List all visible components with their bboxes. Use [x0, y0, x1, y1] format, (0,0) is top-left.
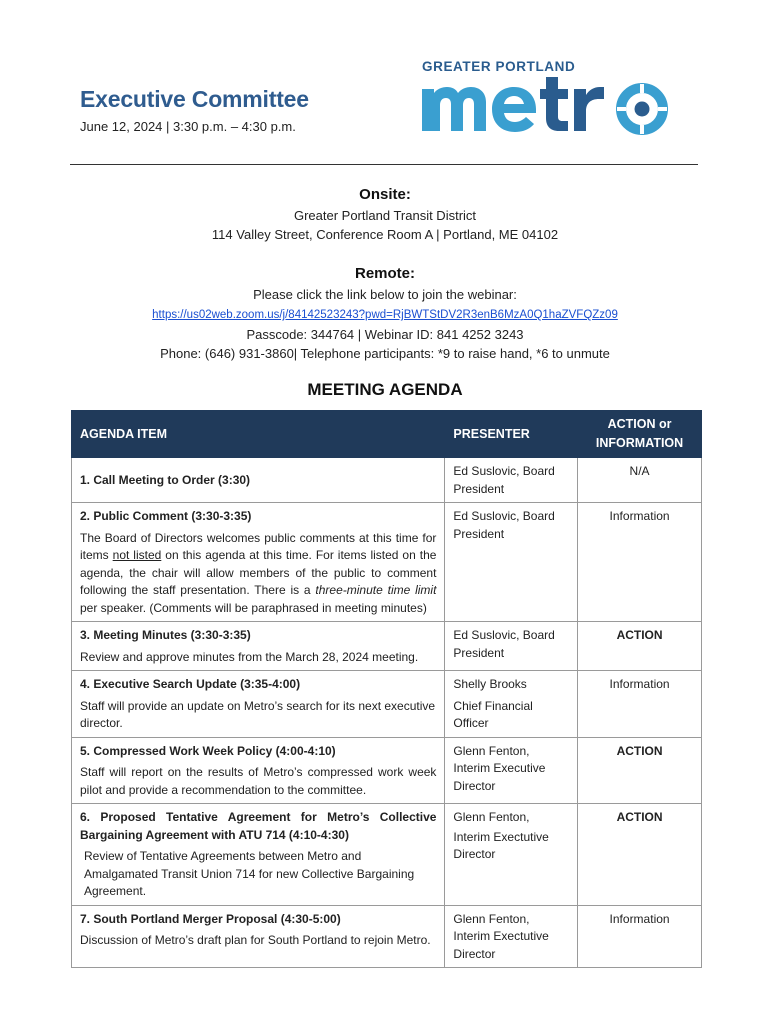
remote-heading: Remote:	[354, 265, 415, 282]
agenda-item-cell	[72, 737, 445, 804]
action-cell: N/A	[578, 458, 702, 503]
agenda-item-description: The Board of Directors welcomes public comments at this time for items not listed on this agenda at this time. For items listed on the agenda, the chair will allow members of the public to comment following the staff presentation. There is a three-minute time limit per speaker. (Comments will be paraphrased in meeting minutes)	[80, 530, 437, 615]
presenter-cell: Glenn Fenton, Interim Exectutive Director	[445, 905, 578, 968]
agenda-item-cell	[72, 905, 445, 968]
logo-top-text: GREATER PORTLAND	[422, 59, 576, 74]
presenter-name: Shelly Brooks	[453, 677, 527, 691]
agenda-item-heading: 5. Compressed Work Week Policy (4:00-4:10)	[80, 743, 336, 758]
agenda-item-cell	[72, 503, 445, 622]
column-header-item: AGENDA ITEM	[72, 411, 445, 458]
webinar-link[interactable]: https://us02web.zoom.us/j/84142523243?pwd=RjBWTStDV2R3enB6MzA0Q1haZVFQZz09	[152, 309, 618, 321]
action-cell: ACTION	[578, 737, 702, 804]
presenter-cell: Ed Suslovic, Board President	[445, 622, 578, 671]
onsite-line-2: 114 Valley Street, Conference Room A | Portland, ME 04102	[211, 227, 559, 242]
greater-portland-metro-logo	[418, 55, 680, 137]
presenter-cell: Ed Suslovic, Board President	[445, 458, 578, 503]
agenda-item-heading: 1. Call Meeting to Order (3:30)	[80, 472, 251, 487]
onsite-section	[70, 186, 700, 244]
webinar-passcode: Passcode: 344764 | Webinar ID: 841 4252 3243	[246, 327, 524, 342]
column-header-presenter: PRESENTER	[445, 411, 578, 458]
remote-section	[70, 265, 700, 363]
action-cell: ACTION	[578, 622, 702, 671]
agenda-item-cell	[72, 622, 445, 671]
agenda-title: MEETING AGENDA	[307, 380, 463, 399]
table-row	[72, 503, 702, 622]
agenda-item-description: Review of Tentative Agreements between Metro and Amalgamated Transit Union 714 for new Collective Bargaining Agreement.	[84, 849, 415, 898]
agenda-item-description: Staff will provide an update on Metro’s search for its next executive director.	[80, 698, 436, 730]
page-title: Executive Committee	[80, 86, 309, 112]
header-divider	[70, 164, 698, 165]
agenda-item-cell	[72, 671, 445, 738]
presenter-cell	[445, 804, 578, 906]
agenda-item-heading: 4. Executive Search Update (3:35-4:00)	[80, 677, 301, 691]
presenter-cell: Glenn Fenton, Interim Executive Director	[445, 737, 578, 804]
agenda-item-description: Discussion of Metro’s draft plan for South Portland to rejoin Metro.	[80, 933, 431, 947]
meeting-date-time: June 12, 2024 | 3:30 p.m. – 4:30 p.m.	[80, 119, 296, 134]
remote-line-1: Please click the link below to join the webinar:	[253, 287, 517, 302]
agenda-item-heading: 7. South Portland Merger Proposal (4:30-5:00)	[80, 911, 341, 926]
agenda-item-cell	[72, 458, 445, 503]
phone-info: Phone: (646) 931-3860| Telephone participants: *9 to raise hand, *6 to unmute	[160, 346, 610, 361]
agenda-item-description: Staff will report on the results of Metro’s compressed work week pilot and provide a recommendation to the committee.	[80, 765, 437, 797]
table-row	[72, 671, 702, 738]
action-cell: Information	[578, 503, 702, 622]
agenda-item-heading: 6. Proposed Tentative Agreement for Metro’s Collective Bargaining Agreement with ATU 714 (4:10-4:30)	[80, 810, 437, 842]
presenter-cell: Ed Suslovic, Board President	[445, 503, 578, 622]
agenda-table	[71, 410, 702, 968]
agenda-item-description: Review and approve minutes from the March 28, 2024 meeting.	[80, 649, 419, 664]
onsite-heading: Onsite:	[359, 186, 411, 203]
action-cell: Information	[578, 671, 702, 738]
column-header-action: ACTION or INFORMATION	[578, 411, 702, 458]
agenda-header-row	[72, 411, 702, 458]
presenter-name: Glenn Fenton,	[453, 810, 530, 824]
action-cell: ACTION	[578, 804, 702, 906]
presenter-title: Interim Exectutive Director	[453, 829, 549, 861]
table-row	[72, 622, 702, 671]
agenda-item-cell	[72, 804, 445, 906]
agenda-item-heading: 2. Public Comment (3:30-3:35)	[80, 509, 252, 523]
agenda-item-heading: 3. Meeting Minutes (3:30-3:35)	[80, 628, 251, 642]
table-row	[72, 737, 702, 804]
action-cell: Information	[578, 905, 702, 968]
table-row	[72, 458, 702, 503]
table-row	[72, 905, 702, 968]
table-row	[72, 804, 702, 906]
presenter-cell	[445, 671, 578, 738]
presenter-title: Chief Financial Officer	[453, 698, 533, 730]
onsite-line-1: Greater Portland Transit District	[293, 208, 477, 223]
